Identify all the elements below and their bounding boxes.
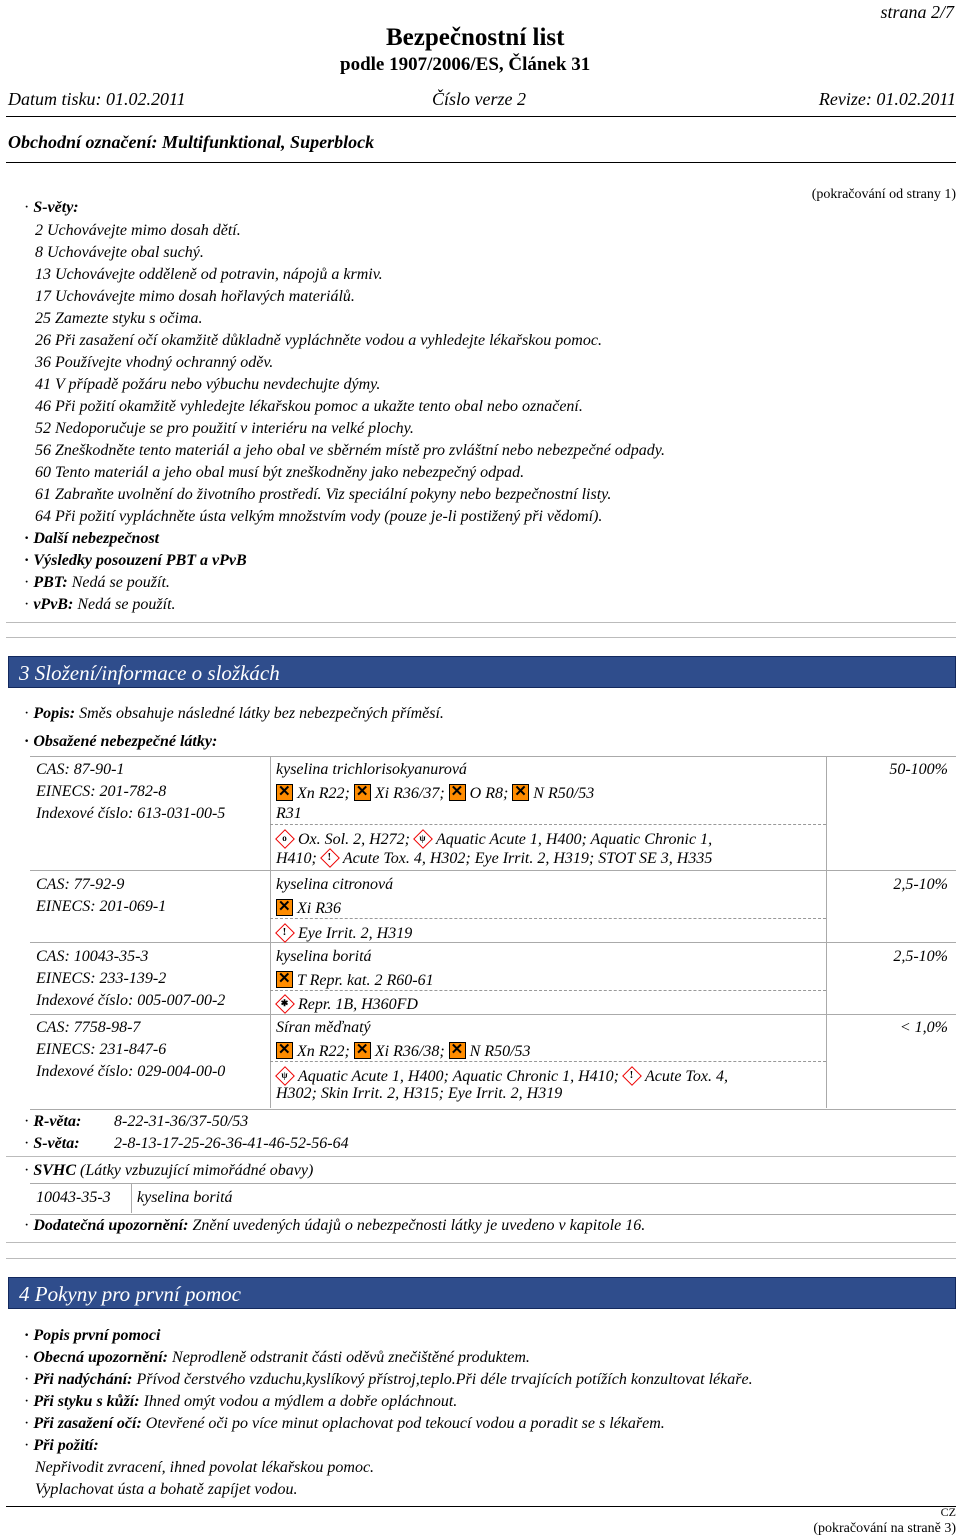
classification-divider: [270, 990, 826, 991]
composition-description: · Popis: Směs obsahuje následné látky bez nebezpečných příměsí.: [24, 705, 444, 722]
clp-classification-cont: H302; Skin Irrit. 2, H315; Eye Irrit. 2, H319: [276, 1085, 563, 1102]
exclamation-ghs-icon: [623, 1067, 640, 1084]
substance-name: kyselina boritá: [276, 948, 372, 965]
svhc-label: · SVHC (Látky vzbuzující mimořádné obavy): [24, 1162, 314, 1179]
pbt-results: · Výsledky posouzení PBT a vPvB: [24, 552, 247, 569]
language-code: CZ: [940, 1505, 956, 1519]
exclamation-ghs-icon: [276, 924, 293, 941]
substance-name: Síran měďnatý: [276, 1019, 371, 1036]
concentration: < 1,0%: [899, 1019, 948, 1036]
s-phrase-item: 17 Uchovávejte mimo dosah hořlavých materiálů.: [35, 288, 355, 305]
toxic-icon: [276, 971, 293, 988]
section-3-header: 3 Složení/informace o složkách: [8, 656, 956, 688]
dsd-classification: ✕Xn R22; ✕ Xi R36/37; ✕ O R8; ✕ N R50/53: [276, 784, 594, 802]
r-phrases: · R-věta:: [24, 1113, 82, 1130]
s-phrase-item: 46 Při požití okamžitě vyhledejte lékařskou pomoc a ukažte tento obal nebo označení.: [35, 398, 583, 415]
index-number: Indexové číslo: 029-004-00-0: [36, 1063, 226, 1080]
s-phrase-item: 60 Tento materiál a jeho obal musí být zneškodněny jako nebezpečný odpad.: [35, 464, 525, 481]
exclamation-ghs-icon: [321, 849, 338, 866]
eye-contact: · Při zasažení očí: Otevřené oči po více minut oplachovat pod tekoucí vodou a poradit se s lékařem.: [24, 1415, 665, 1432]
cas-number: CAS: 7758-98-7: [36, 1019, 141, 1036]
clp-classification-cont: H410; ! Acute Tox. 4, H302; Eye Irrit. 2, H319; STOT SE 3, H335: [276, 849, 712, 867]
substance-name: kyselina trichlorisokyanurová: [276, 761, 467, 778]
environment-ghs-icon: [276, 1067, 293, 1084]
classification-divider: [270, 1061, 826, 1062]
einecs-number: EINECS: 201-069-1: [36, 898, 167, 915]
ingestion-label: · Při požití:: [24, 1437, 99, 1454]
pbt: · PBT: Nedá se použít.: [24, 574, 170, 591]
s-phrase-item: 52 Nedoporučuje se pro použití v interiéru na velké plochy.: [35, 420, 414, 437]
s-phrase-item: 8 Uchovávejte obal suchý.: [35, 244, 204, 261]
table-column-divider: [131, 1183, 132, 1213]
table-row-divider: [30, 942, 956, 943]
inhalation: · Při nadýchání: Přívod čerstvého vzduchu,kyslíkový přístroj,teplo.Při déle trvajících potížích konzultovat lékaře.: [24, 1371, 753, 1388]
section-4-header: 4 Pokyny pro první pomoc: [8, 1277, 956, 1309]
irritant-icon: [276, 899, 293, 916]
cas-number: CAS: 10043-35-3: [36, 948, 149, 965]
concentration: 2,5-10%: [893, 948, 948, 965]
ingestion-line: Nepřivodit zvracení, ihned povolat lékařskou pomoc.: [35, 1459, 375, 1476]
s-phrase-item: 2 Uchovávejte mimo dosah dětí.: [35, 222, 241, 239]
classification-divider: [270, 824, 826, 825]
s-phrase-item: 41 V případě požáru nebo výbuchu nevdechujte dýmy.: [35, 376, 381, 393]
continued-from: (pokračování od strany 1): [811, 187, 956, 202]
revision-date: Revize: 01.02.2011: [818, 89, 956, 109]
dsd-classification: ✕Xn R22; ✕ Xi R36/38; ✕ N R50/53: [276, 1042, 531, 1060]
oxidizer-ghs-icon: [276, 830, 293, 847]
general-notes: · Obecná upozornění: Neprodleně odstranit části oděvů znečištěné produktem.: [24, 1349, 530, 1366]
concentration: 2,5-10%: [893, 876, 948, 893]
dsd-extra: R31: [276, 805, 302, 822]
ingestion-line: Vyplachovat ústa a bohatě zapíjet vodou.: [35, 1481, 298, 1498]
vpvb: · vPvB: Nedá se použít.: [24, 596, 176, 613]
table-column-divider: [826, 756, 827, 1108]
environment-hazard-icon: [512, 784, 529, 801]
s-phrase-item: 26 Při zasažení očí okamžitě důkladně vypláchněte vodou a vyhledejte lékařskou pomoc.: [35, 332, 602, 349]
dsd-classification: ✕Xi R36: [276, 899, 341, 917]
environment-ghs-icon: [414, 830, 431, 847]
classification-divider: [270, 918, 826, 919]
table-column-divider: [270, 756, 271, 1108]
document-title: Bezpečnostní list: [386, 24, 565, 51]
header-divider: [6, 116, 956, 117]
cas-number: CAS: 87-90-1: [36, 761, 125, 778]
index-number: Indexové číslo: 005-007-00-2: [36, 992, 226, 1009]
svhc-cas: 10043-35-3: [36, 1189, 111, 1206]
cas-number: CAS: 77-92-9: [36, 876, 125, 893]
section-divider: [6, 1258, 956, 1259]
hazardous-substances-label: · Obsažené nebezpečné látky:: [24, 733, 218, 750]
irritant-icon: [354, 1042, 371, 1059]
s-phrases-summary: · S-věta:: [24, 1135, 80, 1152]
skin-contact: · Při styku s kůží: Ihned omýt vodou a mýdlem a dobře opláchnout.: [24, 1393, 458, 1410]
s-phrase-item: 25 Zamezte styku s očima.: [35, 310, 203, 327]
s-phrase-item: 36 Používejte vhodný ochranný oděv.: [35, 354, 274, 371]
harmful-icon: [276, 1042, 293, 1059]
dsd-classification: ✕T Repr. kat. 2 R60-61: [276, 971, 434, 989]
s-phrase-item: 61 Zabraňte uvolnění do životního prostředí. Viz speciální pokyny nebo bezpečnostní listy.: [35, 486, 612, 503]
oxidizing-icon: [449, 784, 466, 801]
continued-to: (pokračování na straně 3): [813, 1521, 956, 1536]
clp-classification: ψAquatic Acute 1, H400; Aquatic Chronic 1, H410; ! Acute Tox. 4,: [276, 1067, 728, 1085]
einecs-number: EINECS: 201-782-8: [36, 783, 167, 800]
print-date: Datum tisku: 01.02.2011: [8, 89, 186, 109]
version-number: Číslo verze 2: [432, 89, 526, 109]
section-divider: [6, 1156, 956, 1157]
substance-name: kyselina citronová: [276, 876, 394, 893]
environment-hazard-icon: [449, 1042, 466, 1059]
s-phrases-summary-value: 2-8-13-17-25-26-36-41-46-52-56-64: [114, 1135, 349, 1152]
clp-classification: !Eye Irrit. 2, H319: [276, 924, 412, 942]
r-phrases-value: 8-22-31-36/37-50/53: [114, 1113, 249, 1130]
table-row-divider: [30, 870, 956, 871]
section-divider: [6, 1242, 956, 1243]
einecs-number: EINECS: 231-847-6: [36, 1041, 167, 1058]
s-phrases-label: · S-věty:: [24, 199, 79, 216]
s-phrase-item: 13 Uchovávejte odděleně od potravin, nápojů a krmiv.: [35, 266, 383, 283]
page-number: strana 2/7: [880, 2, 954, 22]
additional-notes: · Dodatečná upozornění: Znění uvedených údajů o nebezpečnosti látky je uvedeno v kapitole 16.: [24, 1217, 646, 1234]
first-aid-description: · Popis první pomoci: [24, 1327, 161, 1344]
clp-classification: ✱Repr. 1B, H360FD: [276, 995, 418, 1013]
trade-name-divider: [6, 162, 956, 163]
other-hazards: · Další nebezpečnost: [24, 530, 160, 547]
trade-name: Obchodní označení: Multifunktional, Superblock: [8, 132, 375, 152]
section-divider: [6, 637, 956, 638]
health-hazard-ghs-icon: [276, 995, 293, 1012]
footer-divider: [6, 1506, 956, 1507]
index-number: Indexové číslo: 613-031-00-5: [36, 805, 226, 822]
document-subtitle: podle 1907/2006/ES, Článek 31: [340, 54, 591, 75]
table-row-divider: [30, 1014, 956, 1015]
irritant-icon: [354, 784, 371, 801]
svhc-name: kyselina boritá: [137, 1189, 233, 1206]
s-phrase-item: 64 Při požití vypláchněte ústa velkým množstvím vody (pouze je-li postižený při vědomí).: [35, 508, 603, 525]
section-divider: [6, 622, 956, 623]
concentration: 50-100%: [889, 761, 948, 778]
einecs-number: EINECS: 233-139-2: [36, 970, 167, 987]
clp-classification: oOx. Sol. 2, H272; ψ Aquatic Acute 1, H400; Aquatic Chronic 1,: [276, 830, 712, 848]
s-phrase-item: 56 Zneškodněte tento materiál a jeho obal ve sběrném místě pro zvláštní nebo nebezpečné odpady.: [35, 442, 665, 459]
harmful-icon: [276, 784, 293, 801]
